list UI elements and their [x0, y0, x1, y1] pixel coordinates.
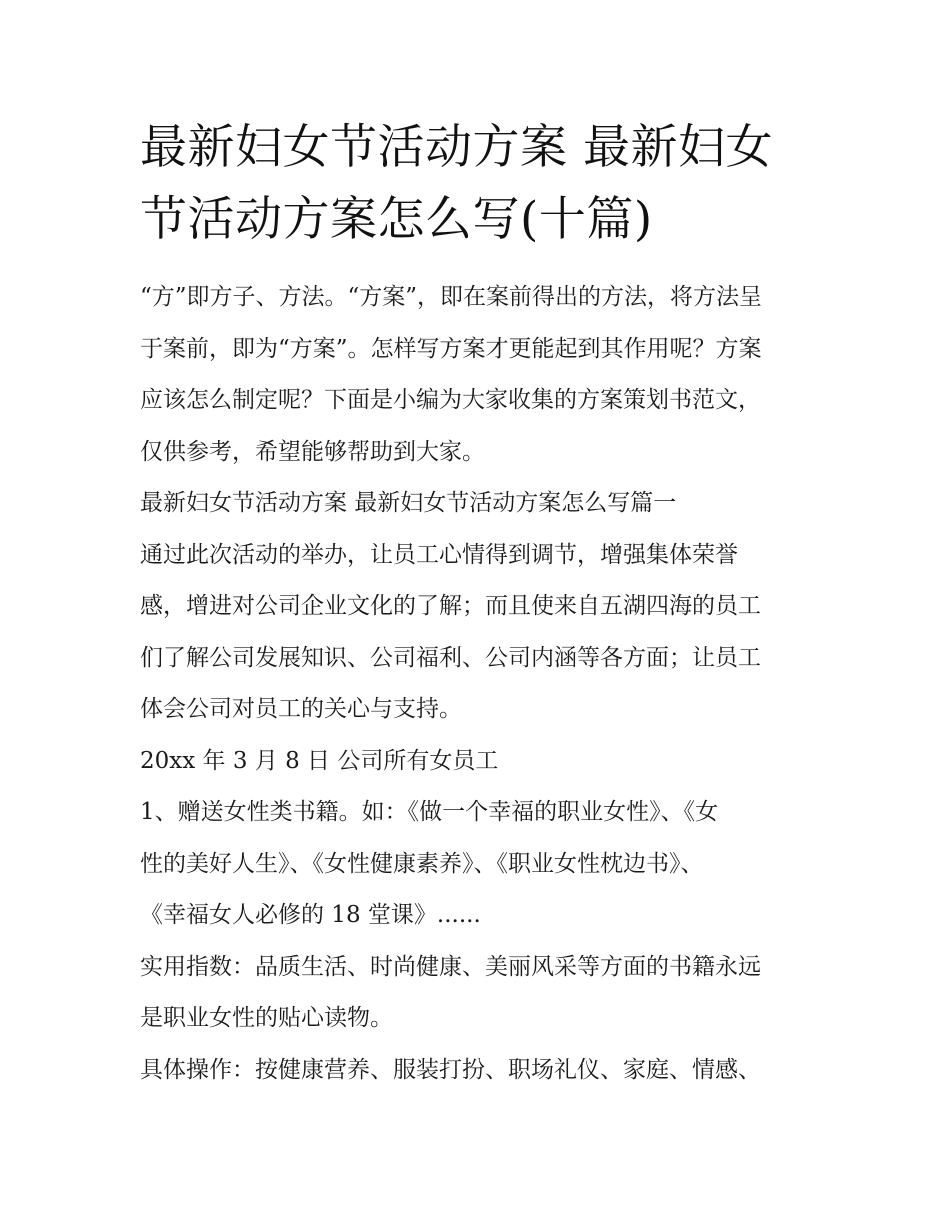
text-line: 20xx 年 3 月 8 日 公司所有女员工	[140, 747, 499, 774]
text-line: 应该怎么制定呢？下面是小编为大家收集的方案策划书范文，	[140, 387, 761, 413]
text-line: 仅供参考，希望能够帮助到大家。	[140, 438, 485, 465]
text-line: “方”即方子、方法。“方案”，即在案前得出的方法，将方法呈	[140, 284, 763, 310]
practicality-paragraph	[140, 942, 812, 1045]
operation-paragraph	[140, 1045, 812, 1097]
text-line: 具体操作：按健康营养、服装打扮、职场礼仪、家庭、情感、	[140, 1056, 761, 1083]
intro-paragraph	[140, 272, 812, 478]
title-line: 节活动方案怎么写(十篇)	[140, 192, 653, 247]
text-line: 感，增进对公司企业文化的了解；而且使来自五湖四海的员工	[140, 593, 761, 619]
text-line: 性的美好人生》、《女性健康素养》、《职业女性枕边书》、	[140, 850, 704, 877]
date-participants-paragraph	[140, 736, 812, 788]
document-body	[140, 112, 812, 1096]
document-title	[140, 112, 812, 256]
text-line: 是职业女性的贴心读物。	[140, 1005, 393, 1031]
text-line: 最新妇女节活动方案 最新妇女节活动方案怎么写篇一	[140, 490, 677, 516]
purpose-paragraph	[140, 530, 812, 736]
text-line: 《幸福女人必修的 18 堂课》......	[140, 902, 481, 928]
section-heading	[140, 478, 812, 530]
text-line: 1、赠送女性类书籍。如：《做一个幸福的职业女性》、《女	[140, 799, 719, 825]
gift-books-paragraph	[140, 787, 812, 942]
text-line: 通过此次活动的举办，让员工心情得到调节，增强集体荣誉	[140, 541, 738, 568]
text-line: 体会公司对员工的关心与支持。	[140, 696, 462, 722]
text-line: 们了解公司发展知识、公司福利、公司内涵等各方面；让员工	[140, 644, 761, 671]
text-line: 实用指数：品质生活、时尚健康、美丽风采等方面的书籍永远	[140, 953, 761, 980]
title-line: 最新妇女节活动方案 最新妇女	[140, 120, 773, 175]
text-line: 于案前，即为“方案”。怎样写方案才更能起到其作用呢？方案	[140, 335, 762, 362]
